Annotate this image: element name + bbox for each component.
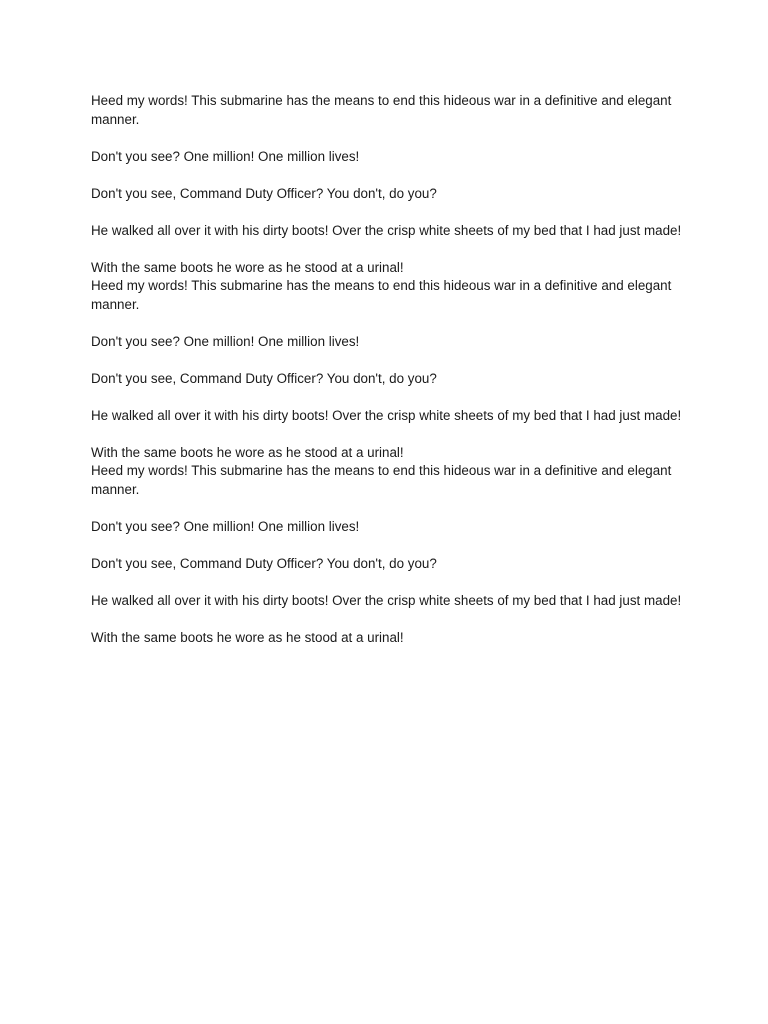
paragraph: Don't you see, Command Duty Officer? You don't, do you? (91, 185, 437, 201)
paragraph: He walked all over it with his dirty boots! Over the crisp white sheets of my bed that I had just made! (91, 222, 682, 238)
paragraph: Heed my words! This submarine has the means to end this hideous war in a definitive and elegant manner. (91, 93, 672, 127)
text-block-1 (91, 92, 691, 277)
paragraph: With the same boots he wore as he stood at a urinal! (91, 259, 404, 275)
document-body (91, 92, 691, 647)
paragraph: He walked all over it with his dirty boots! Over the crisp white sheets of my bed that I had just made! (91, 592, 682, 608)
paragraph: Don't you see? One million! One million lives! (91, 148, 360, 164)
paragraph: He walked all over it with his dirty boots! Over the crisp white sheets of my bed that I had just made! (91, 407, 682, 423)
paragraph: With the same boots he wore as he stood at a urinal! (91, 444, 404, 460)
paragraph: Heed my words! This submarine has the means to end this hideous war in a definitive and elegant manner. (91, 463, 672, 497)
paragraph: Don't you see, Command Duty Officer? You don't, do you? (91, 370, 437, 386)
text-block-3 (91, 462, 691, 647)
paragraph: Don't you see, Command Duty Officer? You don't, do you? (91, 555, 437, 571)
paragraph: Don't you see? One million! One million lives! (91, 518, 360, 534)
paragraph: With the same boots he wore as he stood at a urinal! (91, 629, 404, 645)
paragraph: Don't you see? One million! One million lives! (91, 333, 360, 349)
paragraph: Heed my words! This submarine has the means to end this hideous war in a definitive and elegant manner. (91, 278, 672, 312)
text-block-2 (91, 277, 691, 462)
